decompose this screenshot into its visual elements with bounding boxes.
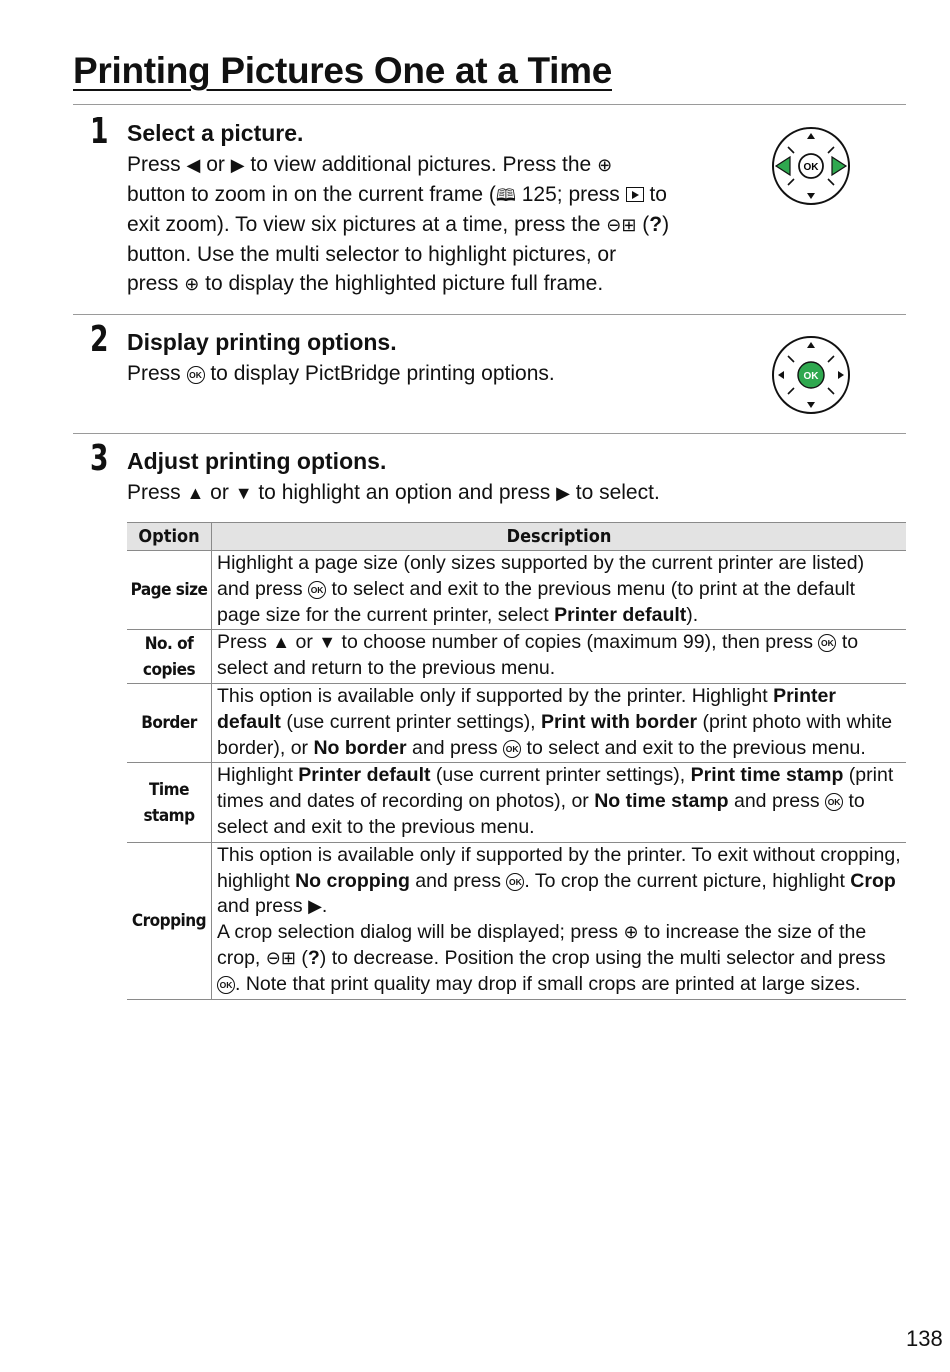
- multi-selector-ok-icon: [770, 334, 852, 416]
- ok-button-icon: OK: [506, 873, 524, 891]
- table-row: [127, 630, 906, 684]
- step-2-number: 2: [90, 319, 109, 360]
- table-header-row: [127, 523, 906, 551]
- ok-button-icon: OK: [818, 634, 836, 652]
- up-arrow-icon: ▲: [186, 483, 205, 503]
- option-copies: No. of copies: [127, 630, 212, 684]
- svg-text:OK: OK: [803, 162, 819, 173]
- step-1-heading: Select a picture.: [127, 120, 304, 146]
- description-page-size: Highlight a page size (only sizes supported by the current printer are listed) and press OK to select and exit to the previous menu (to print at the default page size for the current printer, select Printer default).: [212, 551, 907, 630]
- up-arrow-icon: ▲: [272, 632, 291, 653]
- step-1-number: 1: [90, 111, 109, 152]
- help-icon: ?: [649, 213, 663, 236]
- step-2-heading: Display printing options.: [127, 329, 397, 355]
- zoom-out-thumbnail-icon: ⊖⊞: [265, 947, 296, 968]
- header-description: Description: [212, 523, 907, 551]
- option-cropping: Cropping: [127, 842, 212, 999]
- table-row: [127, 551, 906, 630]
- right-arrow-icon: ▶: [556, 483, 570, 503]
- step-1-body: Press ◀ or ▶ to view additional pictures. Press the ⊕ button to zoom in on the current frame (🕮 125; press to exit zoom). To view six pictures at a time, press the ⊖⊞ (?) button. Use the multi selector to highlight pictures, or press ⊕ to display the highlighted picture full frame.: [127, 150, 712, 299]
- help-icon: ?: [307, 946, 320, 969]
- table-row: [127, 683, 906, 762]
- step-2-body: Press OK to display PictBridge printing options.: [127, 362, 555, 385]
- right-arrow-icon: ▶: [230, 155, 245, 175]
- divider: [73, 433, 906, 434]
- page-title: Printing Pictures One at a Time: [73, 50, 612, 91]
- ok-button-icon: OK: [187, 366, 205, 384]
- table-row: [127, 842, 906, 999]
- ok-button-icon: OK: [825, 793, 843, 811]
- ok-button-icon: OK: [503, 740, 521, 758]
- description-copies: Press ▲ or ▼ to choose number of copies (maximum 99), then press OK to select and return to the previous menu.: [212, 630, 907, 684]
- printing-options-table: [127, 522, 906, 1000]
- zoom-out-thumbnail-icon: ⊖⊞: [606, 215, 637, 235]
- divider: [73, 104, 906, 105]
- playback-icon: [626, 187, 644, 202]
- right-arrow-icon: ▶: [308, 896, 322, 917]
- table-row: [127, 763, 906, 842]
- option-border: Border: [127, 683, 212, 762]
- page-number: 138: [906, 1326, 943, 1351]
- svg-text:OK: OK: [803, 371, 819, 382]
- ok-button-icon: OK: [217, 976, 235, 994]
- option-time-stamp: Time stamp: [127, 763, 212, 842]
- book-icon: 🕮: [495, 186, 516, 205]
- zoom-in-icon: ⊕: [184, 274, 200, 294]
- description-border: This option is available only if supported by the printer. Highlight Printer default (use current printer settings), Print with border (print photo with white border), or No border and press OK to select and exit to the previous menu.: [212, 683, 907, 762]
- header-option: Option: [127, 523, 212, 551]
- left-arrow-icon: ◀: [186, 155, 201, 175]
- down-arrow-icon: ▼: [318, 632, 337, 653]
- multi-selector-left-right-icon: [770, 125, 852, 207]
- zoom-in-icon: ⊕: [623, 922, 639, 943]
- step-3-number: 3: [90, 438, 109, 479]
- step-3-heading: Adjust printing options.: [127, 448, 387, 474]
- description-cropping: This option is available only if supported by the printer. To exit without cropping, highlight No cropping and press OK . To crop the current picture, highlight Crop and press ▶. A crop selection dialog will be displayed; press ⊕ to increase the size of the crop, ⊖⊞ (?) to decrease. Position the crop using the multi selector and press OK . Note that print quality may drop if small crops are printed at large sizes.: [212, 842, 907, 999]
- option-page-size: Page size: [127, 551, 212, 630]
- description-time-stamp: Highlight Printer default (use current printer settings), Print time stamp (print times and dates of recording on photos), or No time stamp and press OK to select and exit to the previous menu.: [212, 763, 907, 842]
- ok-button-icon: OK: [308, 581, 326, 599]
- divider: [73, 314, 906, 315]
- down-arrow-icon: ▼: [234, 483, 253, 503]
- zoom-in-icon: ⊕: [597, 155, 613, 175]
- step-3-body: Press ▲ or ▼ to highlight an option and press ▶ to select.: [127, 478, 827, 508]
